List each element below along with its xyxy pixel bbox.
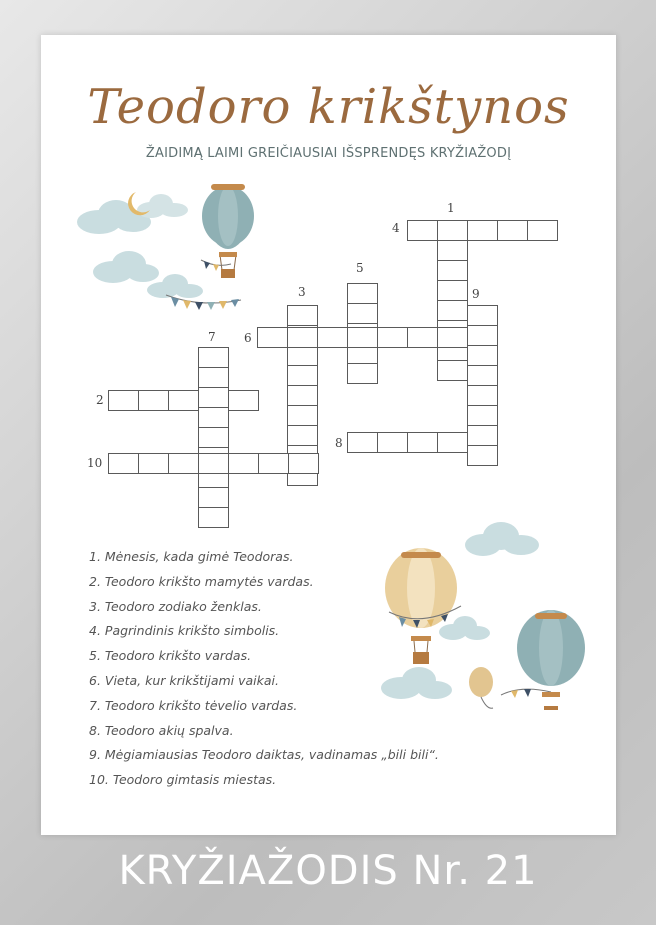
crossword-cell[interactable] bbox=[168, 453, 199, 474]
crossword-cell[interactable] bbox=[198, 507, 229, 528]
party-balloon-icon bbox=[469, 667, 493, 708]
crossword-cell[interactable] bbox=[467, 220, 498, 241]
crossword-cell[interactable] bbox=[467, 325, 498, 346]
clue-number-3: 3 bbox=[298, 285, 306, 299]
crossword-sheet bbox=[41, 35, 616, 835]
crossword-cell[interactable] bbox=[437, 220, 468, 241]
crossword-cell[interactable] bbox=[437, 360, 468, 381]
crossword-cell[interactable] bbox=[437, 432, 468, 453]
cloud-icon bbox=[137, 194, 188, 218]
clue-number-6: 6 bbox=[244, 331, 252, 345]
crossword-cell[interactable] bbox=[287, 425, 318, 446]
crossword-cell[interactable] bbox=[198, 347, 229, 368]
crossword-cell[interactable] bbox=[287, 405, 318, 426]
crossword-cell[interactable] bbox=[407, 220, 438, 241]
crossword-cell[interactable] bbox=[527, 220, 558, 241]
crossword-cell[interactable] bbox=[347, 327, 378, 348]
clue-item: 7. Teodoro krikšto tėvelio vardas. bbox=[89, 697, 298, 713]
crossword-cell[interactable] bbox=[198, 487, 229, 508]
crossword-cell[interactable] bbox=[287, 345, 318, 366]
crossword-cell[interactable] bbox=[287, 305, 318, 326]
crossword-cell[interactable] bbox=[168, 390, 199, 411]
clue-item: 6. Vieta, kur krikštijami vaikai. bbox=[89, 672, 280, 688]
crossword-cell[interactable] bbox=[198, 387, 229, 408]
crossword-cell[interactable] bbox=[437, 240, 468, 261]
crossword-cell[interactable] bbox=[317, 327, 348, 348]
crossword-cell[interactable] bbox=[347, 432, 378, 453]
clue-number-10: 10 bbox=[87, 456, 103, 470]
crossword-cell[interactable] bbox=[437, 280, 468, 301]
crossword-cell[interactable] bbox=[228, 390, 259, 411]
crossword-cell[interactable] bbox=[407, 432, 438, 453]
clue-item: 9. Mėgiamiausias Teodoro daiktas, vadinamas „bili bili“. bbox=[89, 747, 439, 763]
clue-item: 5. Teodoro krikšto vardas. bbox=[89, 648, 252, 664]
crossword-cell[interactable] bbox=[108, 390, 139, 411]
crossword-cell[interactable] bbox=[377, 432, 408, 453]
crossword-cell[interactable] bbox=[467, 445, 498, 466]
cloud-icon bbox=[93, 251, 203, 298]
crossword-cell[interactable] bbox=[407, 327, 438, 348]
crossword-cell[interactable] bbox=[497, 220, 528, 241]
crossword-cell[interactable] bbox=[467, 305, 498, 326]
crossword-cell[interactable] bbox=[437, 300, 468, 321]
crossword-cell[interactable] bbox=[198, 367, 229, 388]
page-subtitle: ŽAIDIMĄ LAIMI GREIČIAUSIAI IŠSPRENDĘS KRYŽIAŽODĮ bbox=[145, 146, 512, 161]
clue-number-2: 2 bbox=[96, 393, 104, 407]
crossword-cell[interactable] bbox=[347, 303, 378, 324]
crossword-cell[interactable] bbox=[347, 283, 378, 304]
clue-number-9: 9 bbox=[472, 287, 480, 301]
crossword-cell[interactable] bbox=[467, 425, 498, 446]
crossword-cell[interactable] bbox=[287, 327, 318, 348]
crossword-cell[interactable] bbox=[377, 327, 408, 348]
clue-item: 1. Mėnesis, kada gimė Teodoras. bbox=[89, 549, 294, 564]
page-title: Teodoro krikštynos bbox=[87, 79, 570, 135]
crossword-cell[interactable] bbox=[467, 365, 498, 386]
crossword-cell[interactable] bbox=[108, 453, 139, 474]
crossword-cell[interactable] bbox=[198, 407, 229, 428]
crossword-cell[interactable] bbox=[258, 453, 289, 474]
clue-number-5: 5 bbox=[356, 261, 364, 275]
clue-item: 8. Teodoro akių spalva. bbox=[89, 722, 234, 738]
clue-item: 3. Teodoro zodiako ženklas. bbox=[89, 598, 262, 614]
clue-number-7: 7 bbox=[208, 330, 216, 344]
crossword-cell[interactable] bbox=[287, 365, 318, 386]
balloon-decoration-top bbox=[71, 180, 301, 325]
crossword-cell[interactable] bbox=[198, 453, 229, 474]
crossword-cell[interactable] bbox=[138, 390, 169, 411]
crossword-cell[interactable] bbox=[467, 345, 498, 366]
crossword-cell[interactable] bbox=[287, 385, 318, 406]
clue-list bbox=[89, 545, 439, 793]
clue-number-4: 4 bbox=[392, 221, 400, 235]
crossword-cell[interactable] bbox=[198, 427, 229, 448]
crossword-cell[interactable] bbox=[257, 327, 288, 348]
crossword-cell[interactable] bbox=[467, 385, 498, 406]
clue-number-8: 8 bbox=[335, 436, 343, 450]
clue-number-1: 1 bbox=[447, 201, 455, 215]
footer-title: KRYŽIAŽODIS Nr. 21 bbox=[118, 848, 538, 894]
crossword-cell[interactable] bbox=[467, 405, 498, 426]
clue-item: 2. Teodoro krikšto mamytės vardas. bbox=[89, 573, 314, 589]
crossword-cell[interactable] bbox=[138, 453, 169, 474]
crossword-cell[interactable] bbox=[228, 453, 259, 474]
cloud-icon bbox=[77, 200, 151, 234]
crossword-cell[interactable] bbox=[437, 260, 468, 281]
crossword-cell[interactable] bbox=[437, 327, 468, 348]
clue-item: 4. Pagrindinis krikšto simbolis. bbox=[89, 623, 280, 639]
crossword-cell[interactable] bbox=[347, 363, 378, 384]
clue-item: 10. Teodoro gimtasis miestas. bbox=[89, 772, 277, 788]
crossword-cell[interactable] bbox=[288, 453, 319, 474]
